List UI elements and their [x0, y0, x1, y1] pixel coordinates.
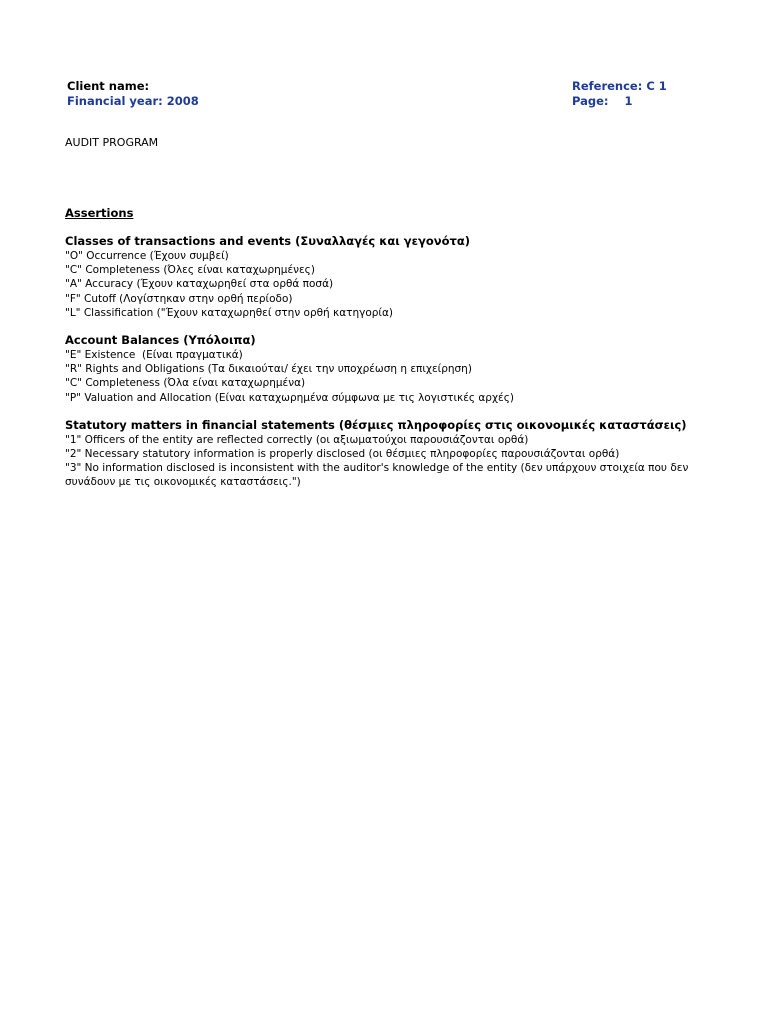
section-title: Account Balances (Υπόλοιπα)	[65, 333, 256, 348]
section-transactions	[65, 234, 745, 320]
assertion-line: "3" No information disclosed is inconsistent with the auditor's knowledge of the entity (δεν υπάρχουν στοιχεία που δεν	[65, 462, 689, 475]
section-title: Classes of transactions and events (Συναλλαγές και γεγονότα)	[65, 234, 470, 248]
financial-year: Financial year: 2008	[67, 94, 199, 108]
page-number: Page: 1	[572, 94, 633, 108]
assertion-line: συνάδουν με τις οικονομικές καταστάσεις.")	[65, 476, 301, 489]
assertion-line: "1" Officers of the entity are reflected correctly (οι αξιωματούχοι παρουσιάζονται ορθά)	[65, 433, 529, 446]
header-left	[67, 79, 199, 109]
assertion-line: "P" Valuation and Allocation (Είναι καταχωρημένα σύμφωνα με τις λογιστικές αρχές)	[65, 391, 514, 404]
section-title: Statutory matters in financial statements (θέσμιες πληροφορίες στις οικονομικές καταστάσεις)	[65, 417, 687, 432]
assertion-line: "F" Cutoff (Λογίστηκαν στην ορθή περίοδο)	[65, 292, 293, 305]
assertion-line: "C" Completeness (Όλα είναι καταχωρημένα)	[65, 377, 306, 390]
assertion-line: "L" Classification ("Έχουν καταχωρηθεί στην ορθή κατηγορία)	[65, 306, 394, 319]
reference: Reference: C 1	[572, 79, 667, 93]
client-name-label: Client name:	[67, 79, 150, 93]
assertion-line: "E" Existence (Είναι πραγματικά)	[65, 349, 243, 362]
header-right	[572, 79, 667, 109]
assertion-line: "A" Accuracy (Έχουν καταχωρηθεί στα ορθά ποσά)	[65, 278, 334, 291]
section-statutory-matters	[65, 418, 745, 490]
assertions-heading: Assertions	[65, 206, 134, 220]
assertion-line: "C" Completeness (Όλες είναι καταχωρημένες)	[65, 264, 315, 277]
assertion-line: "2" Necessary statutory information is properly disclosed (οι θέσμιες πληροφορίες παρουσιάζονται ορθά)	[65, 448, 620, 461]
section-account-balances	[65, 333, 745, 405]
assertion-line: "O" Occurrence (Έχουν συμβεί)	[65, 250, 229, 262]
assertion-line: "R" Rights and Obligations (Τα δικαιούται/ έχει την υποχρέωση η επιχείρηση)	[65, 363, 472, 376]
document-body	[65, 206, 745, 503]
page-title: AUDIT PROGRAM	[65, 136, 159, 149]
